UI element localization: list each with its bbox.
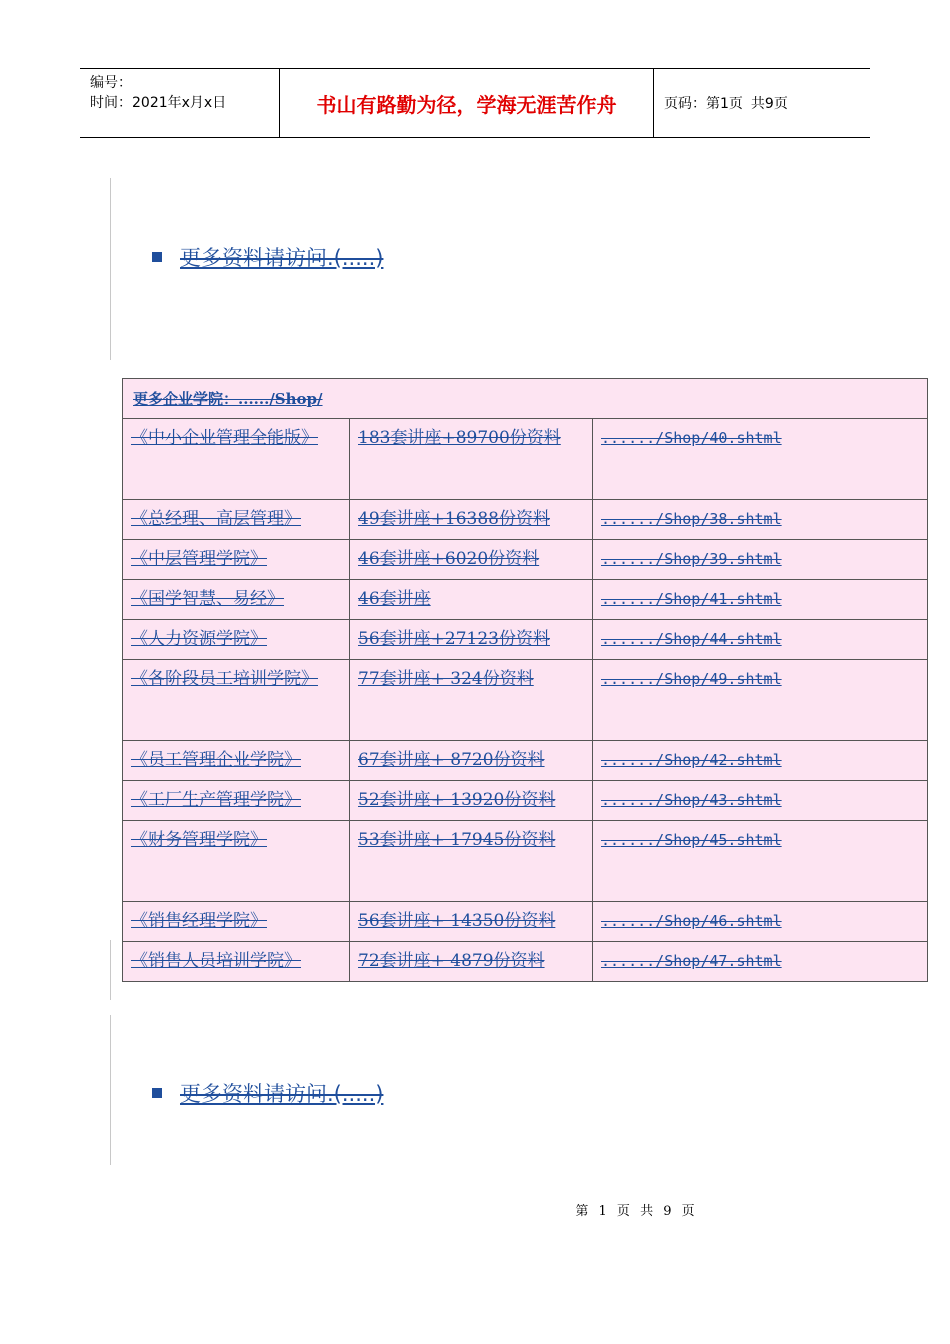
total-label: 共9页: [750, 96, 788, 112]
bullet-square-icon: [152, 252, 162, 262]
page-header: [80, 68, 870, 138]
header-meta: [80, 69, 280, 137]
margin-line: [110, 1015, 111, 1165]
course-description-link[interactable]: 56套讲座+ 14350份资料: [350, 902, 593, 941]
course-url-link[interactable]: ....../Shop/49.shtml: [601, 670, 782, 688]
footer-word: 页: [616, 1204, 630, 1219]
footer-page-number: 1: [598, 1204, 607, 1219]
link-text[interactable]: 更多资料请访问.(.....): [180, 1082, 384, 1106]
course-url-link[interactable]: ....../Shop/40.shtml: [601, 429, 782, 447]
footer-word: 页: [681, 1204, 695, 1219]
course-description-link[interactable]: 53套讲座+ 17945份资料: [350, 821, 593, 901]
shop-rows: [123, 419, 927, 981]
table-row: [123, 540, 927, 580]
shop-table: [122, 378, 928, 982]
table-row: [123, 821, 927, 902]
margin-line: [110, 940, 111, 1000]
page-label: 页码：第1页: [664, 96, 743, 112]
course-url-link[interactable]: ....../Shop/47.shtml: [601, 952, 782, 970]
number-label: 编号：: [90, 75, 132, 91]
header-motto: 书山有路勤为径，学海无涯苦作舟: [280, 69, 654, 137]
course-url-link[interactable]: ....../Shop/45.shtml: [601, 831, 782, 849]
course-name-link[interactable]: 《中层管理学院》: [123, 540, 350, 579]
course-url-link[interactable]: ....../Shop/44.shtml: [601, 630, 782, 648]
table-row: [123, 620, 927, 660]
page-footer: [0, 1200, 950, 1219]
course-name-link[interactable]: 《员工管理企业学院》: [123, 741, 350, 780]
shop-title-link[interactable]: 更多企业学院：....../Shop/: [123, 379, 927, 419]
course-name-link[interactable]: 《总经理、高层管理》: [123, 500, 350, 539]
course-name-link[interactable]: 《人力资源学院》: [123, 620, 350, 659]
course-description-link[interactable]: 56套讲座+27123份资料: [350, 620, 593, 659]
course-name-link[interactable]: 《销售经理学院》: [123, 902, 350, 941]
time-label: 时间：2021年x月x日: [90, 95, 227, 111]
course-description-link[interactable]: 72套讲座+ 4879份资料: [350, 942, 593, 981]
course-description-link[interactable]: 77套讲座+ 324份资料: [350, 660, 593, 740]
table-row: [123, 942, 927, 981]
header-page-info: [654, 69, 870, 137]
course-url-link[interactable]: ....../Shop/43.shtml: [601, 791, 782, 809]
course-name-link[interactable]: 《工厂生产管理学院》: [123, 781, 350, 820]
bullet-square-icon: [152, 1088, 162, 1098]
link-text[interactable]: 更多资料请访问.(.....): [180, 246, 384, 270]
course-description-link[interactable]: 67套讲座+ 8720份资料: [350, 741, 593, 780]
footer-word: 共: [640, 1204, 654, 1219]
more-resources-link-bottom[interactable]: [152, 1078, 383, 1108]
course-description-link[interactable]: 183套讲座+89700份资料: [350, 419, 593, 499]
table-row: [123, 741, 927, 781]
course-description-link[interactable]: 49套讲座+16388份资料: [350, 500, 593, 539]
course-url-link[interactable]: ....../Shop/41.shtml: [601, 590, 782, 608]
course-name-link[interactable]: 《国学智慧、易经》: [123, 580, 350, 619]
course-name-link[interactable]: 《销售人员培训学院》: [123, 942, 350, 981]
course-url-link[interactable]: ....../Shop/39.shtml: [601, 550, 782, 568]
table-row: [123, 902, 927, 942]
course-url-link[interactable]: ....../Shop/38.shtml: [601, 510, 782, 528]
course-description-link[interactable]: 46套讲座: [350, 580, 593, 619]
course-description-link[interactable]: 46套讲座+6020份资料: [350, 540, 593, 579]
more-resources-link-top[interactable]: [152, 242, 383, 272]
course-name-link[interactable]: 《财务管理学院》: [123, 821, 350, 901]
course-description-link[interactable]: 52套讲座+ 13920份资料: [350, 781, 593, 820]
footer-word: 第: [575, 1204, 589, 1219]
course-url-link[interactable]: ....../Shop/46.shtml: [601, 912, 782, 930]
table-row: [123, 660, 927, 741]
table-row: [123, 580, 927, 620]
margin-line: [110, 178, 111, 360]
course-name-link[interactable]: 《中小企业管理全能版》: [123, 419, 350, 499]
footer-total-pages: 9: [663, 1204, 672, 1219]
table-row: [123, 781, 927, 821]
table-row: [123, 419, 927, 500]
course-url-link[interactable]: ....../Shop/42.shtml: [601, 751, 782, 769]
course-name-link[interactable]: 《各阶段员工培训学院》: [123, 660, 350, 740]
table-row: [123, 500, 927, 540]
